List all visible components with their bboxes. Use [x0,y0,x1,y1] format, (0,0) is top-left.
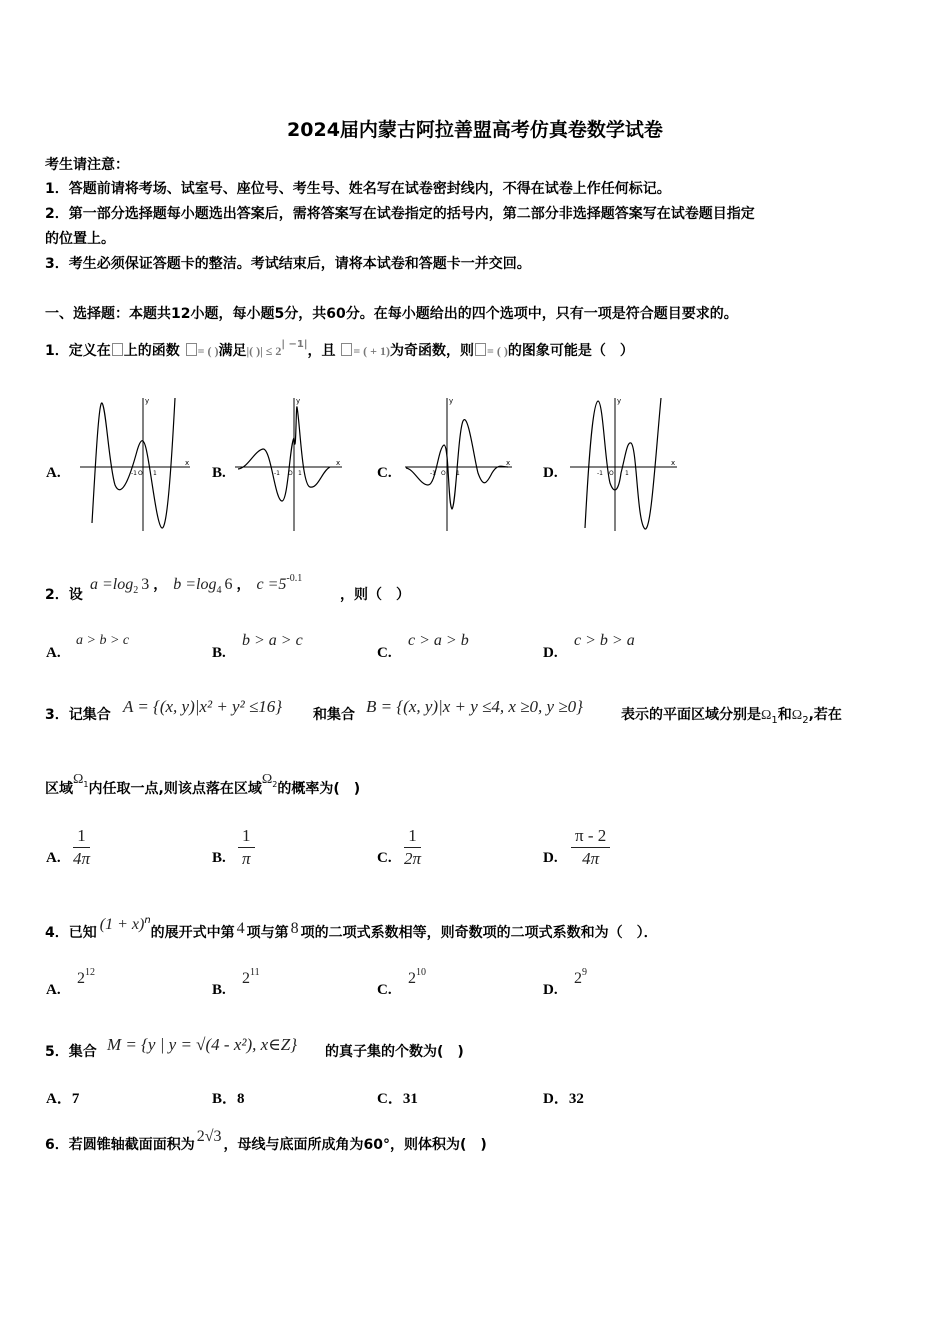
tick-label: -1 [597,470,603,477]
section-heading: 一、选择题：本题共12小题，每小题5分，共60分。在每小题给出的四个选项中，只有一项是符合题目要求的。 [45,306,738,322]
notice-line-2: 2．第一部分选择题每小题选出答案后，需将答案写在试卷指定的括号内，第二部分非选择题答案写在试卷题目指定 [45,206,755,222]
q6-text: ，母线与底面所成角为60°，则体积为( ) [223,1137,487,1153]
q3-option-a[interactable] [73,826,90,869]
q1-option-a[interactable]: A. [46,465,61,481]
omega-1-sub: 1 [83,780,89,789]
notice-line-1: 1．答题前请将考场、试室号、座位号、考生号、姓名写在试卷密封线内，不得在试卷上作任何标记。 [45,181,671,197]
q3-option-a-label[interactable]: A. [46,850,61,866]
denominator: 2π [404,849,422,868]
numerator: π - 2 [571,826,610,848]
omega-1-sub: 1 [771,715,778,726]
axis-y-label: y [296,397,301,405]
tick-label: -1 [274,470,280,477]
q4-option-a[interactable] [77,967,95,988]
base: 2 [77,970,85,987]
q2-b-end: 6 [224,576,233,593]
q3-text: 区域 [45,781,73,797]
numerator: 1 [73,826,90,848]
option-label: C． [377,1091,403,1107]
q3-set-b: B = {(x, y)|x + y ≤4, x ≥0, y ≥0} [366,697,583,716]
q2-c-sup: -0.1 [286,573,303,584]
axis-x-label: x [185,459,190,467]
q4-n1: 4 [236,920,245,937]
q3-option-c-label[interactable]: C. [377,850,392,866]
q1-formula: = ( + 1) [353,344,391,358]
placeholder-symbol [475,343,486,356]
tick-label: 1 [153,470,157,477]
q5-tail: 的真子集的个数为( ) [325,1044,464,1060]
q2-expressions [90,574,302,594]
tick-label: 1 [625,470,629,477]
q1-text: 1．定义在 [45,343,111,359]
origin-label: O [138,470,143,477]
q2-tail: ，则（ ） [340,587,410,603]
q3-text: 表示的平面区域分别是 [621,707,761,723]
origin-label: O [288,470,293,477]
q4-expr-sup: n [144,915,151,926]
question-4 [45,915,658,942]
page-title: 2024届内蒙古阿拉善盟高考仿真卷数学试卷 [287,119,663,141]
q4-text: 的展开式中第 [150,925,235,941]
notice-line-3: 3．考生必须保证答题卡的整洁。考试结束后，请将本试卷和答题卡一并交回。 [45,256,531,272]
axis-y-label: y [145,397,150,405]
q3-text: 和集合 [313,707,355,723]
q3-option-b-label[interactable]: B. [212,850,226,866]
axis-y-label: y [449,397,454,405]
exponent: 12 [85,967,95,978]
q4-option-a-label[interactable]: A. [46,982,61,998]
q3-option-b[interactable] [238,826,255,869]
omega-2: Ω [261,772,273,787]
q1-graph-a [75,393,200,533]
q3-text: 内任取一点,则该点落在区域 [88,781,262,797]
tick-label: 1 [298,470,302,477]
q2-c: c =5 [256,576,287,593]
q4-n2: 8 [290,920,299,937]
q2-option-d[interactable]: c > b > a [574,632,635,649]
axis-x-label: x [506,459,511,467]
q2-a-sub: 2 [133,585,139,596]
q3-set-a: A = {(x, y)|x² + y² ≤16} [123,697,283,716]
q3-option-c[interactable] [404,826,421,869]
numerator: 1 [238,826,255,848]
q2-comma: ， [236,577,251,593]
numerator: 1 [404,826,421,848]
question-6 [45,1128,487,1154]
q3-line-2 [45,772,361,798]
q6-text: 6．若圆锥轴截面面积为 [45,1137,195,1153]
q3-text: ,若在 [808,707,842,723]
tick-label: 1 [456,470,460,477]
q1-graph-c [400,393,525,533]
axis-y-label: y [617,397,622,405]
tick-label: -1 [430,470,436,477]
q1-text: 的图象可能是（ ） [507,343,634,359]
option-value: 7 [71,1091,80,1107]
axis-x-label: x [336,459,341,467]
q2-option-b[interactable]: b > a > c [242,632,303,649]
base: 2 [408,970,416,987]
q2-option-c[interactable]: c > a > b [408,632,469,649]
q4-option-d[interactable] [574,967,587,988]
q2-b: b =log [173,576,217,593]
origin-label: O [441,470,446,477]
base: 2 [574,970,582,987]
q4-expr: (1 + x) [99,916,145,933]
denominator: 4π [73,849,91,868]
q1-text: 为奇函数，则 [390,343,475,359]
omega-1: Ω [73,772,84,787]
q2-comma: ， [153,577,168,593]
tick-label: -1 [131,470,137,477]
q4-text: 项的二项式系数相等，则奇数项的二项式系数和为（ ）． [300,925,658,941]
q1-graph-d [565,393,690,533]
q1-formula-sup: | −1| [281,339,308,350]
exponent: 9 [582,967,587,978]
q2-option-c-label[interactable]: C. [377,645,392,661]
denominator: π [241,849,251,868]
q1-option-b[interactable]: B. [212,465,226,481]
base: 2 [242,970,250,987]
q4-text: 项与第 [246,925,289,941]
axis-x-label: x [671,459,676,467]
exponent: 11 [250,967,260,978]
q1-formula: |( )| ≤ 2 [246,344,282,358]
q1-text: ，且 [307,343,336,359]
q5-lead: 5．集合 [45,1044,97,1060]
exponent: 10 [416,967,426,978]
q2-option-a-label[interactable]: A. [46,645,61,661]
placeholder-symbol [112,343,123,356]
omega-1: Ω [761,708,772,723]
option-value: 8 [237,1091,245,1107]
option-value: 31 [402,1091,418,1107]
question-1 [45,340,634,360]
q1-text: 满足 [218,343,247,359]
q5-option-a[interactable] [46,1087,79,1108]
q2-a-end: 3 [141,576,150,593]
q4-option-d-label[interactable]: D. [543,982,558,998]
q2-option-a[interactable]: a > b > c [76,633,130,648]
notice-heading: 考生请注意： [45,157,129,173]
q2-option-b-label[interactable]: B. [212,645,226,661]
option-label: D． [543,1091,569,1107]
q5-option-c[interactable] [377,1087,418,1108]
q2-option-d-label[interactable]: D. [543,645,558,661]
q3-option-d[interactable] [571,826,610,869]
q1-option-c[interactable]: C. [377,465,392,481]
q1-graph-b [230,393,355,533]
q1-formula: = ( ) [487,344,508,358]
notice-line-2b: 的位置上。 [45,231,115,247]
q2-a: a =log [90,576,134,593]
q2-lead: 2．设 [45,587,83,603]
q5-option-b[interactable] [212,1087,245,1108]
denominator: 4π [582,849,600,868]
q4-option-c[interactable] [408,967,426,988]
q3-lead: 3．记集合 [45,707,111,723]
q2-b-sub: 4 [216,585,222,596]
q3-text: 和 [777,707,792,723]
q6-expr: 2√3 [196,1128,222,1145]
placeholder-symbol [341,343,352,356]
q1-option-d[interactable]: D. [543,465,558,481]
omega-2-sub: 2 [802,715,809,726]
q5-option-d[interactable] [543,1087,584,1108]
q5-set-m: M = {y | y = √(4 - x²), x∈Z} [107,1035,298,1054]
q3-option-d-label[interactable]: D. [543,850,558,866]
placeholder-symbol [186,343,197,356]
q3-line1-tail [621,704,842,724]
q4-option-c-label[interactable]: C. [377,982,392,998]
q1-text: 上的函数 [123,343,180,359]
option-value: 32 [568,1091,584,1107]
origin-label: O [609,470,614,477]
omega-2-sub: 2 [272,780,278,789]
q3-text: 的概率为( ) [277,781,361,797]
q4-text: 4．已知 [45,925,97,941]
q1-formula: = ( ) [197,344,219,358]
option-label: B． [212,1091,238,1107]
option-label: A． [46,1091,72,1107]
q4-option-b[interactable] [242,967,260,988]
q4-option-b-label[interactable]: B. [212,982,226,998]
omega-2: Ω [791,708,803,723]
